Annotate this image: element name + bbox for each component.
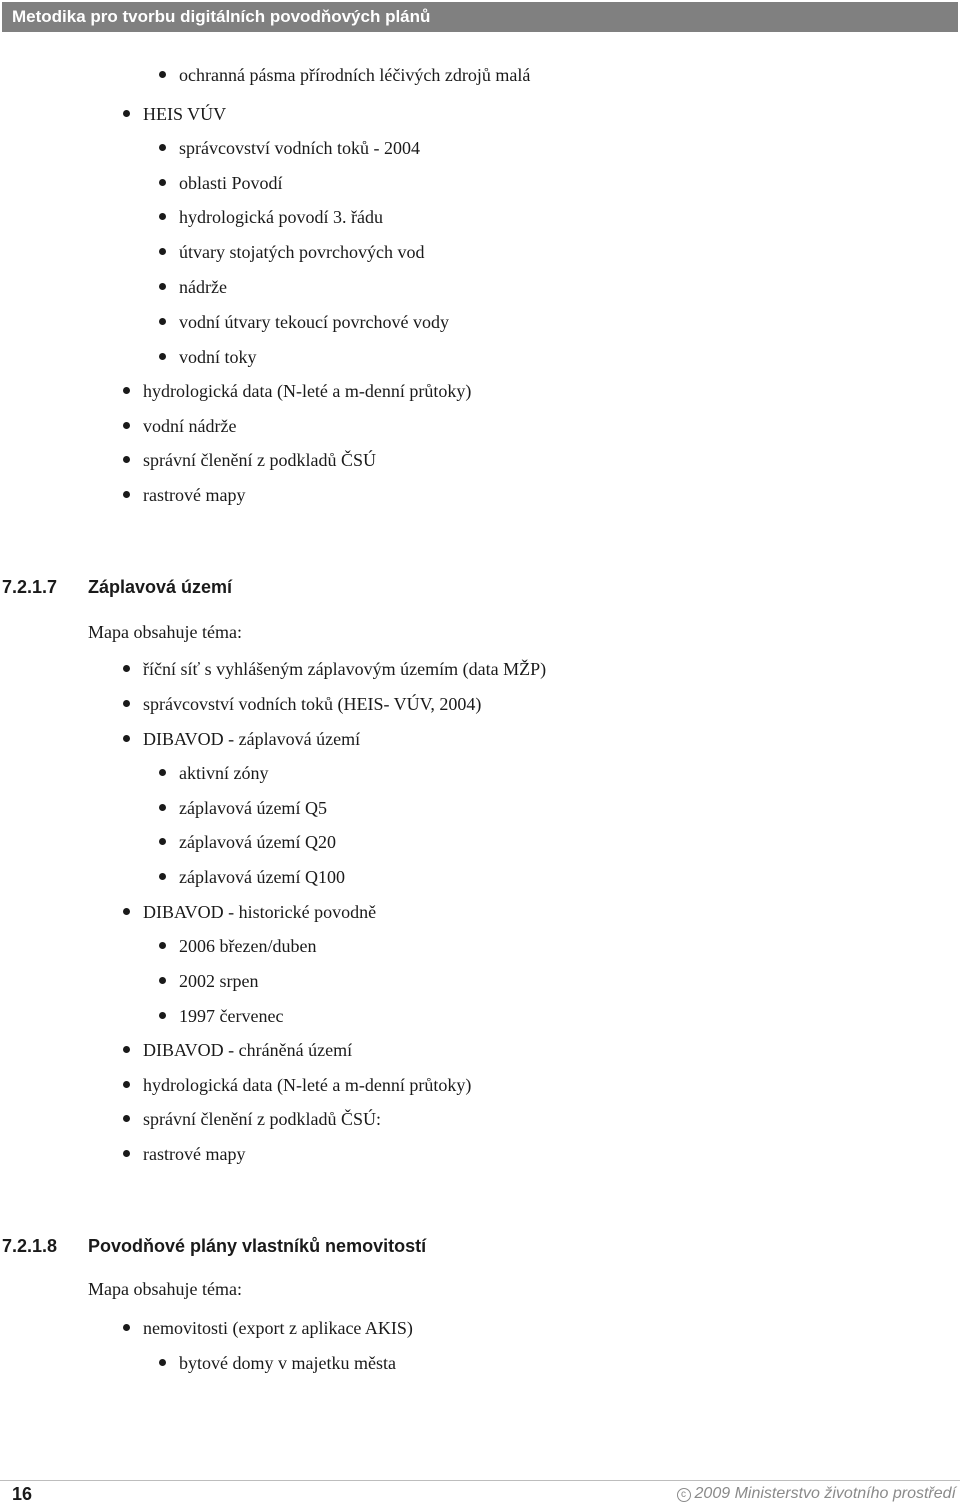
bullet-icon bbox=[159, 977, 166, 984]
list-item: záplavová území Q20 bbox=[179, 831, 336, 853]
list-item: 1997 červenec bbox=[179, 1005, 283, 1027]
bullet-icon bbox=[123, 422, 130, 429]
bullet-icon bbox=[123, 735, 130, 742]
bullet-icon bbox=[123, 387, 130, 394]
section-title: Povodňové plány vlastníků nemovitostí bbox=[88, 1236, 427, 1256]
bullet-icon bbox=[159, 1359, 166, 1366]
section-heading bbox=[2, 576, 502, 598]
list-item: vodní toky bbox=[179, 346, 257, 368]
footer-divider bbox=[0, 1480, 960, 1481]
list-item: rastrové mapy bbox=[143, 484, 245, 506]
bullet-icon bbox=[159, 283, 166, 290]
copyright-icon: c bbox=[677, 1488, 691, 1502]
bullet-icon bbox=[159, 1012, 166, 1019]
list-item: správcovství vodních toků - 2004 bbox=[179, 137, 420, 159]
bullet-icon bbox=[123, 665, 130, 672]
bullet-icon bbox=[159, 248, 166, 255]
list-item: DIBAVOD - chráněná území bbox=[143, 1039, 352, 1061]
list-item: vodní útvary tekoucí povrchové vody bbox=[179, 311, 449, 333]
list-item: hydrologická data (N-leté a m-denní průtoky) bbox=[143, 1074, 471, 1096]
section-intro: Mapa obsahuje téma: bbox=[88, 1279, 242, 1299]
footer-copyright bbox=[677, 1483, 956, 1505]
bullet-icon bbox=[123, 491, 130, 498]
list-item: ochranná pásma přírodních léčivých zdrojů malá bbox=[179, 64, 530, 86]
bullet-icon bbox=[123, 456, 130, 463]
bullet-icon bbox=[159, 144, 166, 151]
section-intro: Mapa obsahuje téma: bbox=[88, 622, 242, 642]
list-item: záplavová území Q5 bbox=[179, 797, 327, 819]
list-item: vodní nádrže bbox=[143, 415, 236, 437]
bullet-icon bbox=[123, 700, 130, 707]
list-item: DIBAVOD - záplavová území bbox=[143, 728, 360, 750]
bullet-icon bbox=[123, 1046, 130, 1053]
list-item: útvary stojatých povrchových vod bbox=[179, 241, 424, 263]
bullet-icon bbox=[123, 110, 130, 117]
bullet-icon bbox=[159, 353, 166, 360]
list-item: nemovitosti (export z aplikace AKIS) bbox=[143, 1317, 413, 1339]
list-item: oblasti Povodí bbox=[179, 172, 283, 194]
bullet-icon bbox=[123, 1081, 130, 1088]
list-item: aktivní zóny bbox=[179, 762, 268, 784]
list-item: správcovství vodních toků (HEIS- VÚV, 2004) bbox=[143, 693, 481, 715]
list-item: HEIS VÚV bbox=[143, 103, 226, 125]
list-item: hydrologická povodí 3. řádu bbox=[179, 206, 383, 228]
page-number: 16 bbox=[12, 1484, 33, 1504]
section-number: 7.2.1.8 bbox=[2, 1236, 58, 1256]
bullet-icon bbox=[123, 1150, 130, 1157]
bullet-icon bbox=[159, 942, 166, 949]
list-item: správní členění z podkladů ČSÚ bbox=[143, 449, 376, 471]
list-item: bytové domy v majetku města bbox=[179, 1352, 396, 1374]
bullet-icon bbox=[159, 804, 166, 811]
bullet-icon bbox=[123, 908, 130, 915]
bullet-icon bbox=[159, 838, 166, 845]
bullet-icon bbox=[159, 769, 166, 776]
list-item: záplavová území Q100 bbox=[179, 866, 345, 888]
list-item: 2006 březen/duben bbox=[179, 935, 316, 957]
bullet-icon bbox=[159, 873, 166, 880]
list-item: rastrové mapy bbox=[143, 1143, 245, 1165]
bullet-icon bbox=[123, 1115, 130, 1122]
section-title: Záplavová území bbox=[88, 577, 233, 597]
list-item: hydrologická data (N-leté a m-denní průtoky) bbox=[143, 380, 471, 402]
header-title: Metodika pro tvorbu digitálních povodňových plánů bbox=[12, 7, 431, 26]
bullet-icon bbox=[159, 179, 166, 186]
section-number: 7.2.1.7 bbox=[2, 577, 58, 597]
list-item: nádrže bbox=[179, 276, 227, 298]
page-header bbox=[2, 2, 958, 32]
bullet-icon bbox=[159, 71, 166, 78]
list-item: DIBAVOD - historické povodně bbox=[143, 901, 376, 923]
list-item: 2002 srpen bbox=[179, 970, 259, 992]
list-item: říční síť s vyhlášeným záplavovým územím (data MŽP) bbox=[143, 658, 546, 680]
section-heading bbox=[2, 1235, 602, 1257]
bullet-icon bbox=[123, 1324, 130, 1331]
bullet-icon bbox=[159, 213, 166, 220]
copyright-text: 2009 Ministerstvo životního prostředí bbox=[694, 1485, 956, 1502]
list-item: správní členění z podkladů ČSÚ: bbox=[143, 1108, 381, 1130]
bullet-icon bbox=[159, 318, 166, 325]
